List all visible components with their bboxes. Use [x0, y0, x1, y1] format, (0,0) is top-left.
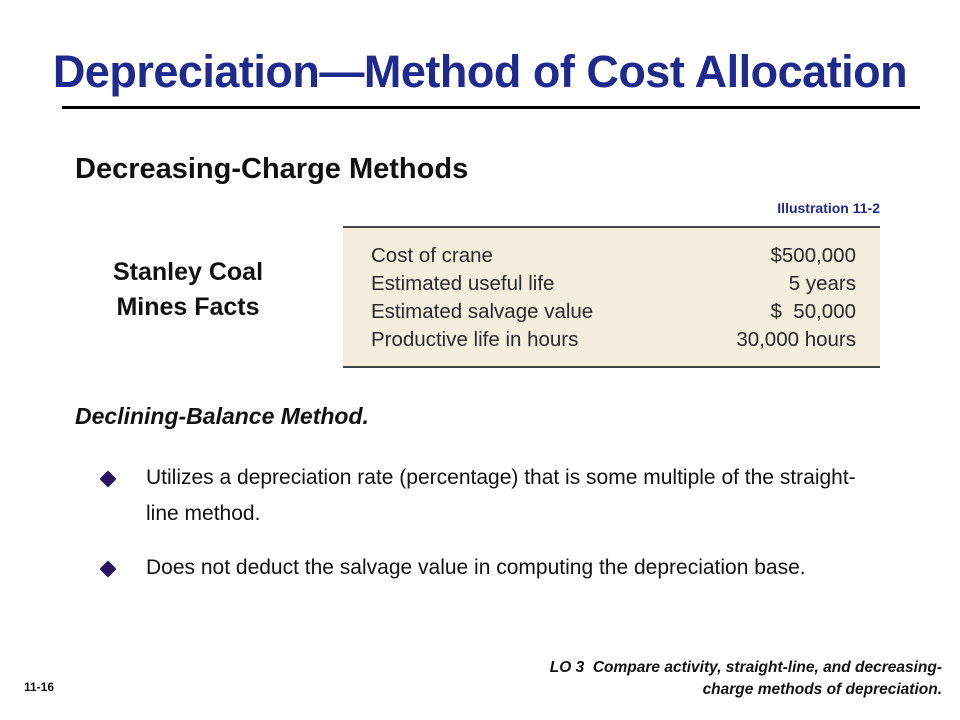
page-number: 11-16 — [24, 680, 55, 694]
facts-row-value: $500,000 — [770, 244, 856, 267]
illustration-label: Illustration 11-2 — [777, 200, 880, 216]
facts-row-value: $ 50,000 — [770, 300, 856, 323]
facts-row — [371, 270, 856, 298]
bullet-item — [100, 550, 880, 586]
facts-row-label: Estimated useful life — [371, 272, 555, 295]
bullet-item — [100, 460, 880, 532]
facts-label-line1: Stanley Coal — [112, 258, 264, 286]
facts-row-value: 5 years — [788, 272, 856, 295]
learning-objective-line1: LO 3 Compare activity, straight-line, and decreasing- — [549, 659, 942, 676]
facts-table — [343, 226, 880, 368]
diamond-bullet-icon — [100, 471, 117, 488]
method-heading: Declining-Balance Method. — [75, 403, 369, 429]
facts-row — [371, 298, 856, 326]
facts-row-label: Estimated salvage value — [371, 300, 594, 323]
facts-label — [78, 255, 298, 325]
learning-objective — [322, 657, 942, 701]
bullet-text: Does not deduct the salvage value in computing the depreciation base. — [146, 556, 806, 579]
title-divider — [62, 106, 920, 109]
facts-row — [371, 326, 856, 354]
facts-label-line2: Mines Facts — [116, 293, 260, 321]
slide-title: Depreciation—Method of Cost Allocation — [52, 46, 908, 97]
facts-row-label: Productive life in hours — [371, 328, 579, 351]
facts-row-value: 30,000 hours — [736, 328, 856, 351]
facts-row — [371, 242, 856, 270]
bullet-text: Utilizes a depreciation rate (percentage) that is some multiple of the straight-line method. — [146, 466, 856, 525]
learning-objective-line2: charge methods of depreciation. — [702, 681, 942, 698]
diamond-bullet-icon — [100, 561, 117, 578]
section-heading: Decreasing-Charge Methods — [75, 153, 469, 185]
facts-row-label: Cost of crane — [371, 244, 493, 267]
